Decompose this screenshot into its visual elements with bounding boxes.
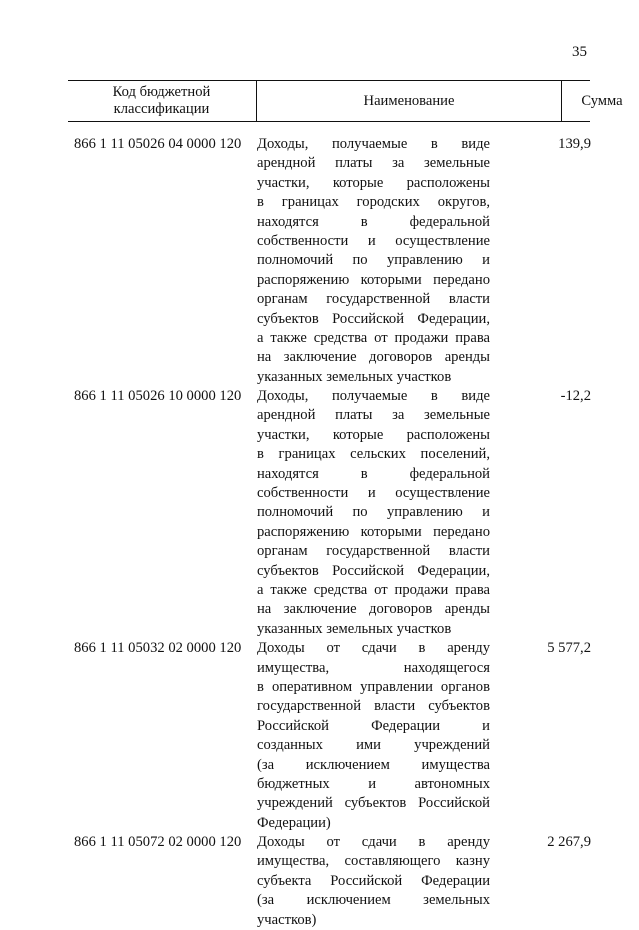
- row-sum: 139,9: [558, 136, 591, 152]
- row-name: [257, 639, 490, 833]
- row-name-line: органам государственной власти: [257, 543, 490, 560]
- header-sum: Сумма: [581, 92, 623, 109]
- row-name-line: субъектов Российской Федерации,: [257, 562, 490, 579]
- table-row: [74, 833, 591, 930]
- row-name: [257, 833, 490, 930]
- row-name-line: Доходы от сдачи в аренду: [257, 834, 490, 851]
- row-code: 866 1 11 05032 02 0000 120: [74, 640, 242, 657]
- row-name-line: созданных ими учреждений: [257, 737, 490, 754]
- row-name-line: полномочий по управлению и: [257, 252, 490, 269]
- row-name-line: бюджетных и автономных: [257, 775, 490, 792]
- row-name-line: участков): [257, 911, 317, 928]
- row-code: 866 1 11 05026 10 0000 120: [74, 388, 242, 405]
- row-sum: -12,2: [560, 388, 591, 405]
- row-name-line: на заключение договоров аренды: [257, 601, 490, 618]
- row-name: [257, 135, 490, 387]
- row-name-line: находятся в федеральной: [257, 465, 490, 482]
- row-name-line: в оперативном управлении органов: [257, 678, 490, 695]
- row-name-line: учреждений субъектов Российской: [257, 795, 490, 812]
- row-name-line: субъектов Российской Федерации,: [257, 310, 490, 327]
- row-name: [257, 387, 490, 639]
- row-name-line: Доходы, получаемые в виде: [257, 136, 490, 152]
- row-name-line: собственности и осуществление: [257, 232, 490, 249]
- table-row: [74, 135, 591, 387]
- row-name-line: имущества, находящегося: [257, 659, 490, 676]
- row-name-line: органам государственной власти: [257, 291, 490, 308]
- row-sum: 2 267,9: [547, 834, 591, 851]
- row-name-line: распоряжению которыми передано: [257, 271, 490, 288]
- row-name-line: Федерации): [257, 814, 331, 831]
- row-name-line: указанных земельных участков: [257, 368, 452, 385]
- row-name-line: на заключение договоров аренды: [257, 349, 490, 366]
- row-name-line: (за исключением имущества: [257, 756, 490, 773]
- table-row: [74, 387, 591, 639]
- row-name-line: участки, которые расположены: [257, 174, 490, 191]
- row-name-line: распоряжению которыми передано: [257, 523, 490, 540]
- row-name-line: в границах сельских поселений,: [257, 446, 490, 463]
- row-name-line: указанных земельных участков: [257, 620, 452, 637]
- row-name-line: субъекта Российской Федерации: [257, 872, 490, 889]
- row-name-line: в границах городских округов,: [257, 194, 490, 211]
- row-sum: 5 577,2: [547, 640, 591, 657]
- row-name-line: находятся в федеральной: [257, 213, 490, 230]
- row-name-line: имущества, составляющего казну: [257, 853, 490, 870]
- row-name-line: а также средства от продажи права: [257, 581, 490, 598]
- row-name-line: арендной платы за земельные: [257, 155, 490, 172]
- row-name-line: государственной власти субъектов: [257, 698, 490, 715]
- table-row: [74, 639, 591, 833]
- page-number: 35: [572, 44, 587, 60]
- row-name-line: (за исключением земельных: [257, 892, 490, 909]
- row-name-line: а также средства от продажи права: [257, 329, 490, 346]
- row-name-line: Доходы, получаемые в виде: [257, 388, 490, 405]
- table-header: [68, 80, 623, 122]
- row-code: 866 1 11 05072 02 0000 120: [74, 834, 242, 851]
- row-name-line: участки, которые расположены: [257, 426, 490, 443]
- header-name: Наименование: [256, 81, 562, 121]
- row-name-line: Российской Федерации и: [257, 717, 490, 734]
- header-code: Код бюджетной классификации: [112, 84, 211, 117]
- row-name-line: собственности и осуществление: [257, 485, 490, 502]
- row-code: 866 1 11 05026 04 0000 120: [74, 136, 242, 152]
- table-body: [74, 135, 591, 930]
- row-name-line: Доходы от сдачи в аренду: [257, 640, 490, 657]
- row-name-line: полномочий по управлению и: [257, 504, 490, 521]
- row-name-line: арендной платы за земельные: [257, 407, 490, 424]
